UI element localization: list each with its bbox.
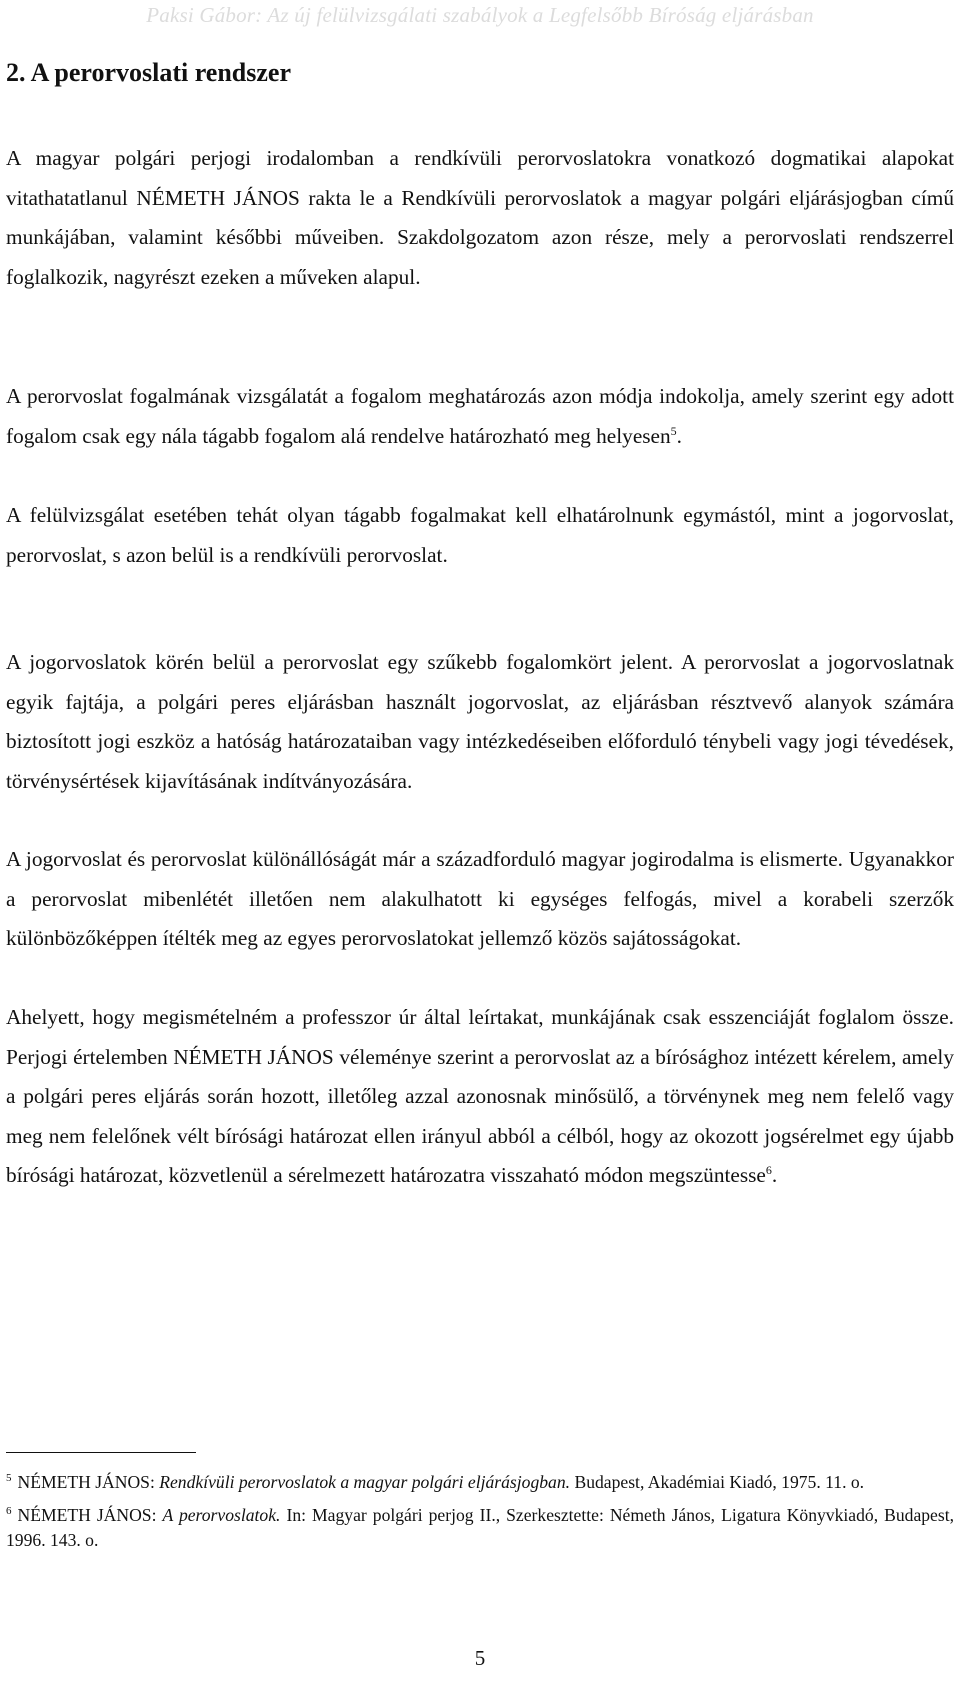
paragraph-1 xyxy=(6,139,954,297)
running-header: Paksi Gábor: Az új felülvizsgálati szabályok a Legfelsőbb Bíróság eljárásban xyxy=(146,3,814,27)
paragraph-2-tail: . xyxy=(676,423,682,448)
footnotes xyxy=(6,1470,954,1561)
footnote-ref-5[interactable]: 5 xyxy=(670,423,677,438)
footnote-author: NÉMETH JÁNOS: xyxy=(17,1472,155,1492)
footnote-publication: In: Magyar polgári perjog II., Szerkesztette: Németh János, Ligatura Könyvkiadó, Budapest, 1996. 143. o. xyxy=(6,1505,954,1550)
page-number: 5 xyxy=(474,1646,486,1670)
paragraph-6 xyxy=(6,998,954,1196)
paragraph-6-text: Ahelyett, hogy megismételném a professzor úr által leírtakat, munkájának csak esszenciáját foglalom össze. Perjogi értelemben NÉMETH JÁNOS véleménye szerint a perorvoslat az a bírósághoz intézett kérelem, amely a polgári peres eljárás során hozott, illetőleg azzal azonosnak minősülő, a törvénynek meg nem felelő vagy meg nem felelőnek vélt bírósági határozat ellen irányul abból a célból, hogy az okozott jogsérelmet egy újabb bírósági határozat, közvetlenül a sérelmezett határozatra visszaható módon megszüntesse xyxy=(6,1005,954,1187)
footnote-5 xyxy=(6,1470,954,1495)
footnote-6 xyxy=(6,1503,954,1553)
footnote-publication: Budapest, Akadémiai Kiadó, 1975. 11. o. xyxy=(574,1472,865,1492)
footnote-number: 5 xyxy=(6,1472,12,1485)
footnote-work-title: Rendkívüli perorvoslatok a magyar polgári eljárásjogban. xyxy=(159,1472,571,1492)
paragraph-1-text: A magyar polgári perjogi irodalomban a rendkívüli perorvoslatokra vonatkozó dogmatikai alapokat vitathatatlanul NÉMETH JÁNOS rakta le a Rendkívüli perorvoslatok a magyar polgári eljárásjogban című munkájában, valamint későbbi műveiben. Szakdolgozatom azon része, mely a perorvoslati rendszerrel foglalkozik, nagyrészt ezeken a műveken alapul. xyxy=(6,146,954,289)
footnote-author: NÉMETH JÁNOS: xyxy=(17,1505,157,1525)
paragraph-4-text: A jogorvoslatok körén belül a perorvoslat egy szűkebb fogalomkört jelent. A perorvoslat a jogorvoslatnak egyik fajtája, a polgári peres eljárásban használt jogorvoslat, az eljárásban résztvevő alanyok számára biztosított jogi eszköz a hatóság határozataiban vagy intézkedéseiben előforduló ténybeli vagy jogi tévedések, törvénysértések kijavításának indítványozására. xyxy=(6,650,954,793)
paragraph-2-text: A perorvoslat fogalmának vizsgálatát a fogalom meghatározás azon módja indokolja, amely szerint egy adott fogalom csak egy nála tágabb fogalom alá rendelve határozható meg helyesen xyxy=(6,384,954,448)
paragraph-2 xyxy=(6,377,954,456)
paragraph-5 xyxy=(6,840,954,959)
paragraph-5-text: A jogorvoslat és perorvoslat különállóságát már a századforduló magyar jogirodalma is elismerte. Ugyanakkor a perorvoslat mibenlétét illetően nem alakulhatott ki egységes felfogás, mivel a korabeli szerzők különbözőképpen ítélték meg az egyes perorvoslatokat jellemző közös sajátosságokat. xyxy=(6,847,954,950)
paragraph-4 xyxy=(6,643,954,801)
footnote-number: 6 xyxy=(6,1505,12,1518)
paragraph-3-text: A felülvizsgálat esetében tehát olyan tágabb fogalmakat kell elhatárolnunk egymástól, mint a jogorvoslat, perorvoslat, s azon belül is a rendkívüli perorvoslat. xyxy=(6,503,954,567)
footnote-work-title: A perorvoslatok. xyxy=(162,1505,281,1525)
footnote-ref-6[interactable]: 6 xyxy=(765,1162,772,1177)
section-title: 2. A perorvoslati rendszer xyxy=(6,58,292,87)
paragraph-3 xyxy=(6,496,954,575)
paragraph-6-tail: . xyxy=(771,1163,778,1187)
footnote-separator xyxy=(6,1452,196,1453)
